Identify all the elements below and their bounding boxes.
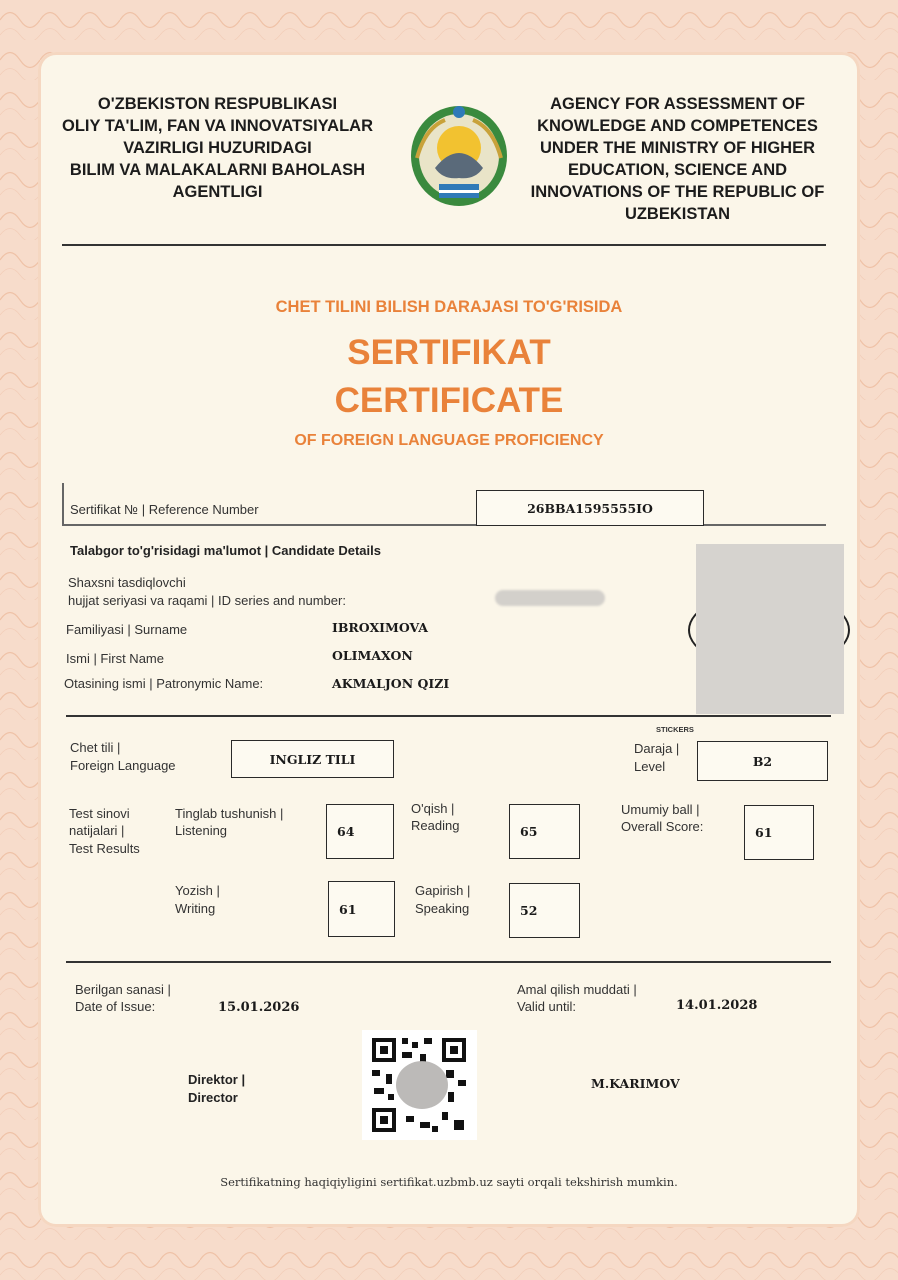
speaking-score: 52 (509, 883, 580, 938)
stickers-label: STICKERS (656, 725, 694, 734)
reference-label: Sertifikat № | Reference Number (70, 502, 259, 517)
surname-value: IBROXIMOVA (332, 620, 428, 635)
valid-label-2: Valid until: (517, 999, 577, 1014)
header-left-line: AGENTLIGI (172, 183, 263, 201)
issue-label-2: Date of Issue: (75, 999, 156, 1014)
title-certificate: CERTIFICATE (334, 381, 564, 420)
patronymic-value: AKMALJON QIZI (332, 676, 450, 691)
header-right-line: INNOVATIONS OF THE REPUBLIC OF (530, 183, 825, 201)
speaking-label-2: Speaking (415, 901, 470, 916)
overall-label-1: Umumiy ball | (621, 802, 700, 817)
subtitle-top: CHET TILINI BILISH DARAJASI TO'G'RISIDA (275, 298, 623, 316)
header-right-line: EDUCATION, SCIENCE AND (567, 161, 788, 179)
id-label-1: Shaxsni tasdiqlovchi (68, 575, 186, 590)
header-left (45, 93, 390, 203)
listening-label-2: Listening (175, 823, 228, 838)
overall-label-2: Overall Score: (621, 819, 704, 834)
listening-label-1: Tinglab tushunish | (175, 806, 284, 821)
valid-date: 14.01.2028 (676, 998, 758, 1013)
listening-score: 64 (326, 804, 394, 859)
director-label-1: Direktor | (188, 1072, 246, 1087)
divider (66, 961, 831, 963)
title-sertifikat: SERTIFIKAT (347, 333, 551, 372)
reading-label-2: Reading (411, 818, 460, 833)
language-label-1: Chet tili | (70, 740, 121, 755)
valid-label-1: Amal qilish muddati | (517, 982, 637, 997)
language-value: INGLIZ TILI (231, 740, 394, 778)
writing-score: 61 (328, 881, 395, 937)
id-number-redacted (495, 590, 605, 606)
reference-number: 26BBA1595555IO (476, 490, 704, 526)
level-value: B2 (697, 741, 828, 781)
director-name: M.KARIMOV (591, 1076, 680, 1091)
first-name-value: OLIMAXON (332, 648, 413, 663)
state-emblem-icon (405, 98, 513, 210)
writing-label-1: Yozish | (175, 883, 220, 898)
divider (62, 244, 826, 246)
header-right-line: AGENCY FOR ASSESSMENT OF (550, 95, 805, 113)
header-left-line: VAZIRLIGI HUZURIDAGI (123, 139, 312, 157)
overall-score: 61 (744, 805, 814, 860)
level-label-2: Level (634, 759, 666, 774)
reading-label-1: O'qish | (411, 801, 455, 816)
patronymic-label: Otasining ismi | Patronymic Name: (64, 676, 264, 691)
header-left-line: BILIM VA MALAKALARNI BAHOLASH (69, 161, 366, 179)
header-right-line: UNDER THE MINISTRY OF HIGHER (539, 139, 815, 157)
issue-date: 15.01.2026 (218, 1000, 300, 1015)
results-label-2: natijalari | (69, 823, 125, 838)
header-right-line: UZBEKISTAN (624, 205, 731, 223)
first-name-label: Ismi | First Name (66, 651, 164, 666)
candidate-heading: Talabgor to'g'risidagi ma'lumot | Candidate Details (70, 543, 381, 558)
id-label-2: hujjat seriyasi va raqami | ID series and number: (68, 593, 346, 608)
results-label-1: Test sinovi (69, 806, 130, 821)
reading-score: 65 (509, 804, 580, 859)
ref-underline (62, 524, 826, 526)
qr-code-icon[interactable] (362, 1030, 477, 1140)
ref-bracket (62, 483, 64, 525)
director-label-2: Director (188, 1090, 238, 1105)
subtitle-bottom: OF FOREIGN LANGUAGE PROFICIENCY (294, 432, 604, 449)
header-right-line: KNOWLEDGE AND COMPETENCES (537, 117, 818, 135)
divider (66, 715, 831, 717)
header-right (515, 93, 840, 225)
header-left-line: OLIY TA'LIM, FAN VA INNOVATSIYALAR (61, 117, 374, 135)
issue-label-1: Berilgan sanasi | (75, 982, 171, 997)
results-label-3: Test Results (69, 841, 140, 856)
surname-label: Familiyasi | Surname (66, 622, 188, 637)
candidate-photo-redacted (696, 544, 844, 714)
verification-note: Sertifikatning haqiqiyligini sertifikat.uzbmb.uz sayti orqali tekshirish mumkin. (220, 1175, 678, 1189)
level-label-1: Daraja | (634, 741, 680, 756)
speaking-label-1: Gapirish | (415, 883, 471, 898)
language-label-2: Foreign Language (70, 758, 176, 773)
writing-label-2: Writing (175, 901, 216, 916)
header-left-line: O'ZBEKISTON RESPUBLIKASI (97, 95, 338, 113)
